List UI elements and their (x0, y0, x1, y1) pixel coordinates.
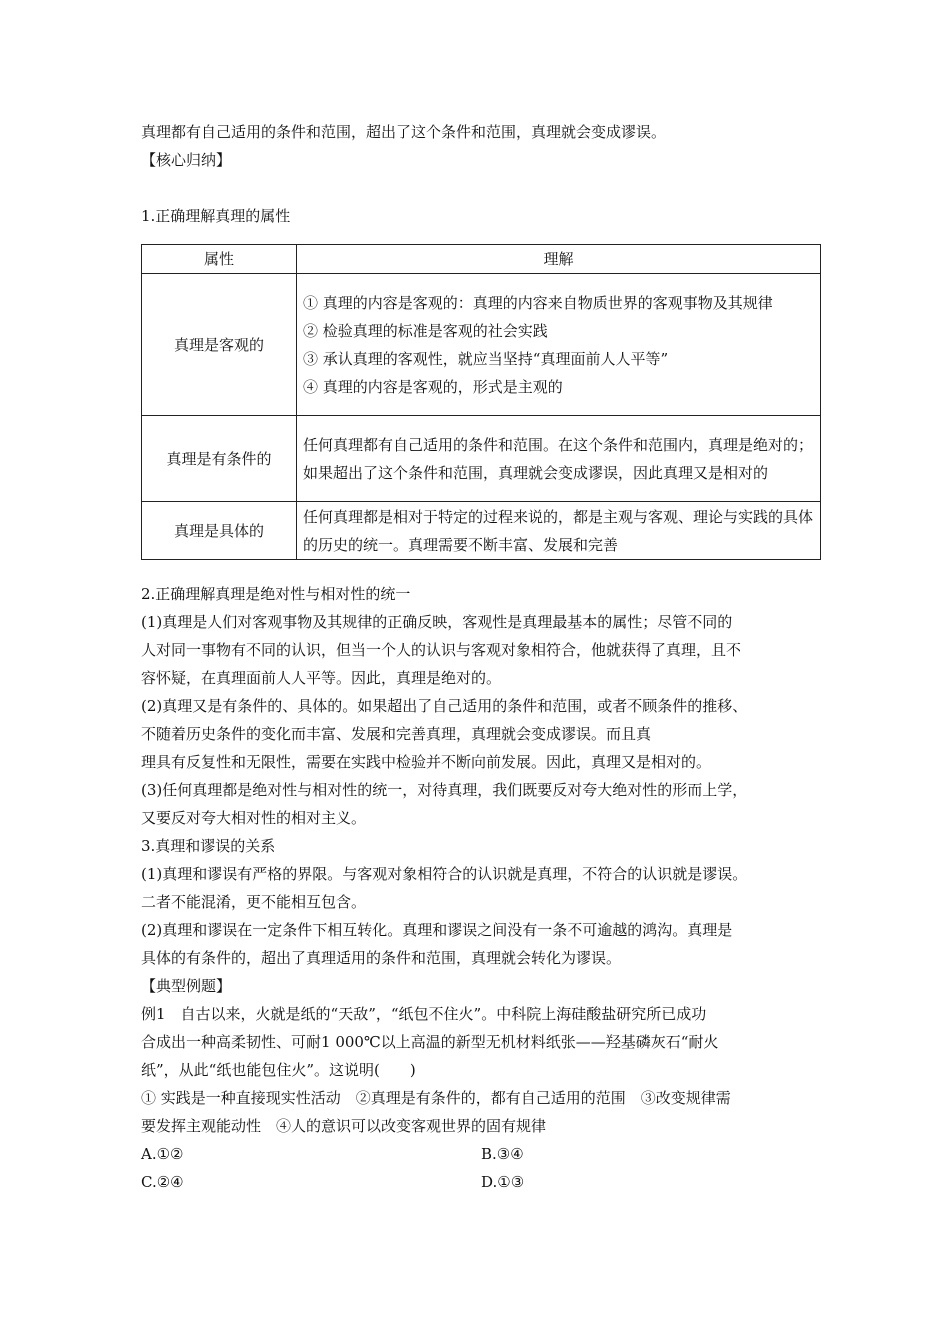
example1 (141, 1000, 821, 1196)
paragraph-line: 具体的有条件的，超出了真理适用的条件和范围，真理就会转化为谬误。 (141, 949, 622, 967)
section2 (141, 580, 821, 832)
paragraph-line: (1)真理是人们对客观事物及其规律的正确反映，客观性是真理最基本的属性；尽管不同的 (141, 613, 733, 631)
options-row-2 (141, 1168, 821, 1196)
row-desc-concrete: 任何真理都是相对于特定的过程来说的，都是主观与客观、理论与实践的具体的历史的统一。真理需要不断丰富、发展和完善 (297, 502, 821, 560)
option-a[interactable]: A.①② (141, 1145, 184, 1163)
table-header-attribute: 属性 (142, 245, 297, 274)
paragraph-line: (2)真理又是有条件的、具体的。如果超出了自己适用的条件和范围，或者不顾条件的推移、 (141, 697, 748, 715)
desc-line: ④ 真理的内容是客观的，形式是主观的 (303, 377, 563, 396)
table-header-row (142, 245, 821, 274)
paragraph-line: 不随着历史条件的变化而丰富、发展和完善真理，真理就会变成谬误。而且真 (141, 725, 652, 743)
table-row (142, 274, 821, 416)
question-line: 合成出一种高柔韧性、可耐1 000℃以上高温的新型无机材料纸张——羟基磷灰石“耐火 (141, 1033, 719, 1051)
section2-title: 2.正确理解真理是绝对性与相对性的统一 (141, 585, 411, 603)
paragraph-line: 理具有反复性和无限性，需要在实践中检验并不断向前发展。因此，真理又是相对的。 (141, 753, 712, 771)
table-header-understanding: 理解 (297, 245, 821, 274)
question-line: ① 实践是一种直接现实性活动 ②真理是有条件的，都有自己适用的范围 ③改变规律需 (141, 1089, 731, 1107)
paragraph-line: (2)真理和谬误在一定条件下相互转化。真理和谬误之间没有一条不可逾越的鸿沟。真理是 (141, 921, 733, 939)
section3-title: 3.真理和谬误的关系 (141, 837, 276, 855)
paragraph-line: 人对同一事物有不同的认识，但当一个人的认识与客观对象相符合，他就获得了真理，且不 (141, 641, 742, 659)
paragraph-line: 又要反对夸大相对性的相对主义。 (141, 809, 367, 827)
paragraph-line: (3)任何真理都是绝对性与相对性的统一，对待真理，我们既要反对夸大绝对性的形而上学， (141, 781, 748, 799)
paragraph-line: 二者不能混淆，更不能相互包含。 (141, 893, 367, 911)
paragraph-line: (1)真理和谬误有严格的界限。与客观对象相符合的认识就是真理，不符合的认识就是谬误。 (141, 865, 748, 883)
core-heading: 【核心归纳】 (141, 151, 232, 169)
desc-line: ③ 承认真理的客观性，就应当坚持“真理面前人人平等” (303, 349, 669, 368)
section1-title: 1.正确理解真理的属性 (141, 207, 291, 225)
example-heading: 【典型例题】 (141, 977, 232, 995)
intro-line: 真理都有自己适用的条件和范围，超出了这个条件和范围，真理就会变成谬误。 (141, 123, 667, 141)
option-d[interactable]: D.①③ (481, 1173, 525, 1191)
row-name-objective: 真理是客观的 (142, 274, 297, 416)
question-line: 例1 自古以来，火就是纸的“天敌”，“纸包不住火”。中科院上海硅酸盐研究所已成功 (141, 1005, 707, 1023)
document-page (141, 118, 821, 1196)
question-line: 要发挥主观能动性 ④人的意识可以改变客观世界的固有规律 (141, 1117, 547, 1135)
table-row (142, 502, 821, 560)
paragraph-line: 容怀疑，在真理面前人人平等。因此，真理是绝对的。 (141, 669, 502, 687)
options-row-1 (141, 1140, 821, 1168)
row-desc-conditional: 任何真理都有自己适用的条件和范围。在这个条件和范围内，真理是绝对的；如果超出了这个条件和范围，真理就会变成谬误，因此真理又是相对的 (297, 416, 821, 502)
attributes-table (141, 244, 821, 560)
desc-line: ① 真理的内容是客观的：真理的内容来自物质世界的客观事物及其规律 (303, 293, 773, 312)
row-name-conditional: 真理是有条件的 (142, 416, 297, 502)
row-desc-objective (297, 274, 821, 416)
question-line: 纸”，从此“纸也能包住火”。这说明( ) (141, 1061, 416, 1079)
table-row (142, 416, 821, 502)
desc-line: ② 检验真理的标准是客观的社会实践 (303, 321, 548, 340)
option-b[interactable]: B.③④ (481, 1145, 524, 1163)
section3 (141, 832, 821, 972)
option-c[interactable]: C.②④ (141, 1173, 184, 1191)
row-name-concrete: 真理是具体的 (142, 502, 297, 560)
